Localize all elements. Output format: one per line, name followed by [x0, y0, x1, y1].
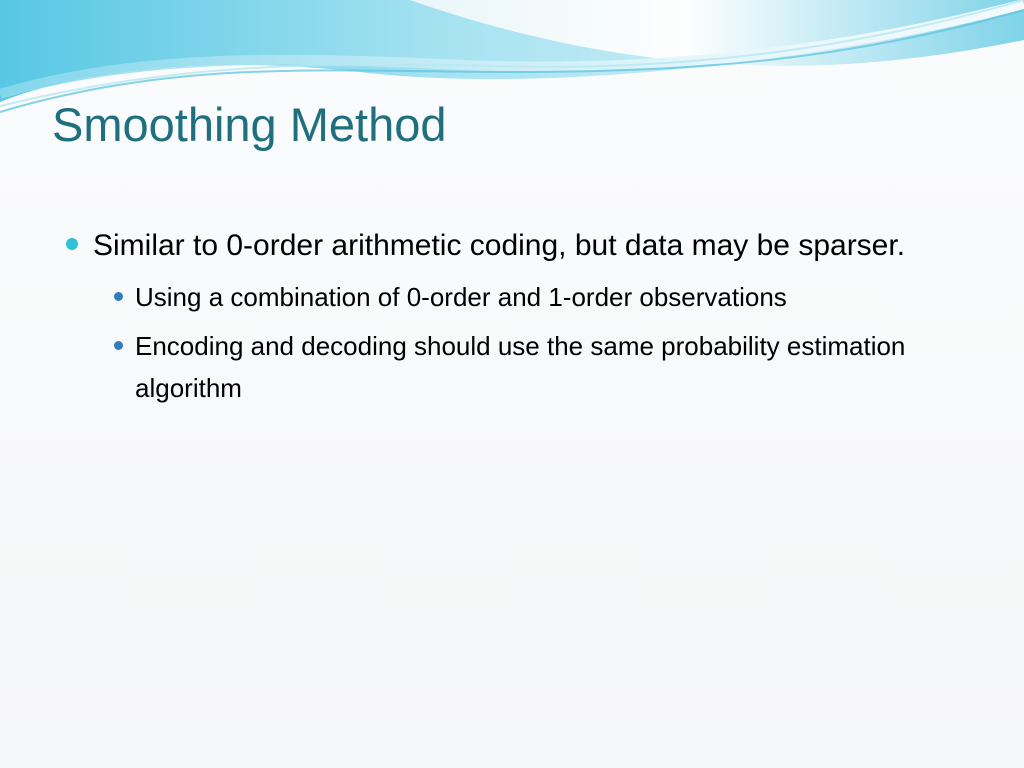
- sub-bullet-text: Using a combination of 0-order and 1-order observations: [135, 282, 787, 312]
- slide-title: Smoothing Method: [52, 98, 447, 151]
- sub-bullet-dot-icon: [114, 341, 123, 350]
- slide-content: [60, 224, 940, 416]
- bullet-item: [60, 224, 940, 409]
- sub-bullet-dot-icon: [114, 292, 123, 301]
- bullet-text: Similar to 0-order arithmetic coding, but data may be sparser.: [93, 229, 906, 262]
- bullet-list: [60, 224, 940, 409]
- bullet-dot-icon: [66, 238, 78, 250]
- sub-bullet-item: [93, 325, 940, 409]
- sub-bullet-item: [93, 276, 940, 318]
- sub-bullet-text: Encoding and decoding should use the same probability estimation algorithm: [135, 331, 906, 403]
- sub-bullet-list: [93, 276, 940, 409]
